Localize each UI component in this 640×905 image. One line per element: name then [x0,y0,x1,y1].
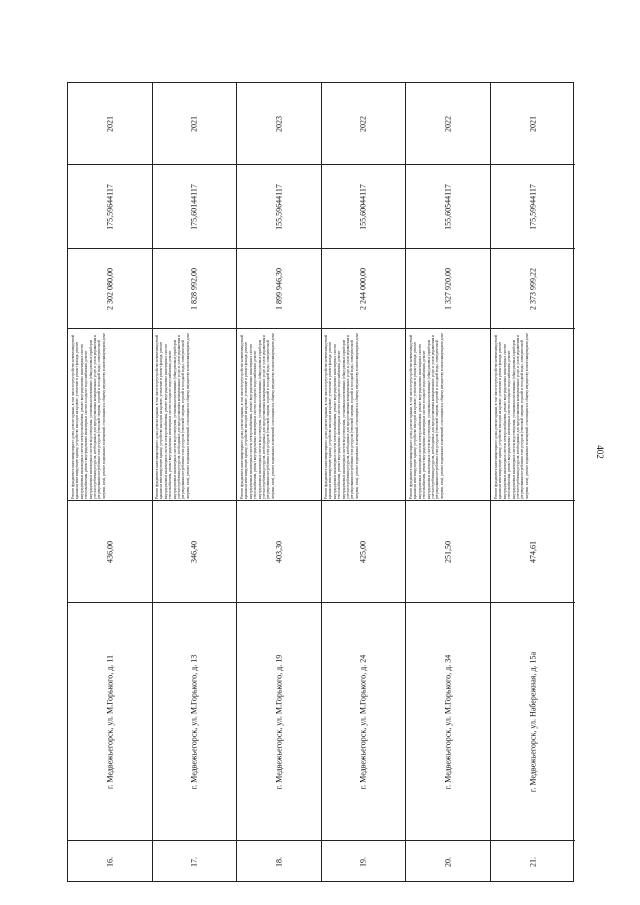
row-number-cell [406,841,490,883]
sum-text: 1 828 992,00 [189,267,199,310]
address-text: г. Медвежьегорск, ул. М.Горького, д. 13 [189,654,199,789]
sum-cell [68,249,152,329]
table-row [406,83,491,881]
row-number-text: 20. [443,857,453,867]
sum-text: 1 327 920,00 [443,267,453,310]
year-cell [153,83,237,165]
sum-cell [322,249,406,329]
table-row [491,83,576,881]
year-cell [322,83,406,165]
year-text: 2021 [105,115,115,132]
area-text: 425,00 [358,540,368,563]
unit-cost-text: 155,59644117 [274,183,284,230]
address-text: г. Медвежьегорск, ул. М.Горького, д. 19 [274,654,284,789]
unit-cost-text: 175,59944117 [528,183,538,230]
sum-cell [491,249,576,329]
area-text: 251,50 [443,540,453,563]
row-number-text: 18. [274,857,284,867]
unit-cost-cell [153,165,237,249]
unit-cost-cell [237,165,321,249]
sum-cell [153,249,237,329]
area-text: 474,61 [528,540,538,563]
sum-text: 2 373 999,22 [528,267,538,310]
year-cell [406,83,490,165]
year-text: 2021 [189,115,199,132]
repair-table [67,82,574,882]
year-text: 2022 [358,115,368,132]
unit-cost-cell [68,165,152,249]
unit-cost-text: 155,60544117 [443,183,453,230]
address-text: г. Медвежьегорск, ул. М.Горького, д. 11 [105,654,115,789]
address-cell [491,603,576,841]
row-number-text: 19. [358,857,368,867]
unit-cost-text: 155,60044117 [358,183,368,230]
year-cell [68,83,152,165]
area-cell [406,501,490,603]
area-cell [491,501,576,603]
row-number-text: 21. [528,857,538,867]
description-text: Ремонт фундамента многоквартирного дома, ремонт крыши, в том числе переустройство невентилируемой крыши на вентилируемую крышу, устройство выходов на кровлю, утепление и ремонт фасада, ремонт внутридомовых инженерных систем электроснабжения, ремонт внутридомовых инженерных систем теплоснабжения, ремонт внутридомовых инженерных систем холодного водоснабжения, ремонт внутридомовых инженерных систем водоотведения, установка коллективных (общедомовых) приборов учета потребления ресурсов, необходимых для предоставления коммунальных услуг, и узлов управления и регулирования потребления этих ресурсов (тепловой энергии, горячей и холодной воды, электрической энергии, газа), ремонт подвальных помещений, относящихся к общему имуществу в многоквартирном доме [155,332,191,499]
area-text: 436,00 [105,540,115,563]
year-cell [491,83,576,165]
description-cell [68,329,152,501]
description-text: Ремонт фундамента многоквартирного дома, ремонт крыши, в том числе переустройство невентилируемой крыши на вентилируемую крышу, устройство выходов на кровлю, утепление и ремонт фасада, ремонт внутридомовых инженерных систем электроснабжения, ремонт внутридомовых инженерных систем теплоснабжения, ремонт внутридомовых инженерных систем холодного водоснабжения, ремонт внутридомовых инженерных систем водоотведения, установка коллективных (общедомовых) приборов учета потребления ресурсов, необходимых для предоставления коммунальных услуг, и узлов управления и регулирования потребления этих ресурсов (тепловой энергии, горячей и холодной воды, электрической энергии, газа), ремонт подвальных помещений, относящихся к общему имуществу в многоквартирном доме [408,332,444,499]
row-number-text: 16. [105,857,115,867]
table-row [322,83,407,881]
unit-cost-cell [322,165,406,249]
address-text: г. Медвежьегорск, ул. Набережная, д. 15а [528,651,538,792]
row-number-cell [322,841,406,883]
row-number-cell [491,841,576,883]
sum-text: 2 302 080,00 [105,267,115,310]
address-cell [237,603,321,841]
year-text: 2021 [528,115,538,132]
unit-cost-cell [406,165,490,249]
sum-cell [237,249,321,329]
year-text: 2023 [274,115,284,132]
address-text: г. Медвежьегорск, ул. М.Горького, д. 24 [358,654,368,789]
page-number: 402 [595,445,605,459]
row-number-cell [68,841,152,883]
description-cell [237,329,321,501]
area-cell [237,501,321,603]
description-cell [153,329,237,501]
unit-cost-cell [491,165,576,249]
description-text: Ремонт фундамента многоквартирного дома, ремонт крыши, в том числе переустройство невентилируемой крыши на вентилируемую крышу, устройство выходов на кровлю, утепление и ремонт фасада, ремонт внутридомовых инженерных систем электроснабжения, ремонт внутридомовых инженерных систем теплоснабжения, ремонт внутридомовых инженерных систем холодного водоснабжения, ремонт внутридомовых инженерных систем водоотведения, установка коллективных (общедомовых) приборов учета потребления ресурсов, необходимых для предоставления коммунальных услуг, и узлов управления и регулирования потребления этих ресурсов (тепловой энергии, горячей и холодной воды, электрической энергии, газа), ремонт подвальных помещений, относящихся к общему имуществу в многоквартирном доме [324,332,360,499]
area-text: 346,40 [189,540,199,563]
address-cell [153,603,237,841]
table-row [237,83,322,881]
sum-text: 1 899 946,30 [274,267,284,310]
address-text: г. Медвежьегорск, ул. М.Горького, д. 34 [443,654,453,789]
row-number-text: 17. [189,857,199,867]
year-text: 2022 [443,115,453,132]
table-row [153,83,238,881]
table-row [68,83,153,881]
row-number-cell [237,841,321,883]
sum-text: 2 244 000,00 [358,267,368,310]
unit-cost-text: 175,60144117 [189,183,199,230]
address-cell [322,603,406,841]
description-text: Ремонт фундамента многоквартирного дома, ремонт крыши, в том числе переустройство невентилируемой крыши на вентилируемую крышу, устройство выходов на кровлю, утепление и ремонт фасада, ремонт внутридомовых инженерных систем электроснабжения, ремонт внутридомовых инженерных систем теплоснабжения, ремонт внутридомовых инженерных систем холодного водоснабжения, ремонт внутридомовых инженерных систем водоотведения, установка коллективных (общедомовых) приборов учета потребления ресурсов, необходимых для предоставления коммунальных услуг, и узлов управления и регулирования потребления этих ресурсов (тепловой энергии, горячей и холодной воды, электрической энергии, газа), ремонт подвальных помещений, относящихся к общему имуществу в многоквартирном доме [239,332,275,499]
year-cell [237,83,321,165]
address-cell [406,603,490,841]
description-text: Ремонт фундамента многоквартирного дома, ремонт крыши, в том числе переустройство невентилируемой крыши на вентилируемую крышу, устройство выходов на кровлю, утепление и ремонт фасада, ремонт внутридомовых инженерных систем электроснабжения, ремонт внутридомовых инженерных систем теплоснабжения, ремонт внутридомовых инженерных систем холодного водоснабжения, ремонт внутридомовых инженерных систем водоотведения, установка коллективных (общедомовых) приборов учета потребления ресурсов, необходимых для предоставления коммунальных услуг, и узлов управления и регулирования потребления этих ресурсов (тепловой энергии, горячей и холодной воды, электрической энергии, газа), ремонт подвальных помещений, относящихся к общему имуществу в многоквартирном доме [70,332,106,499]
address-cell [68,603,152,841]
unit-cost-text: 175,59644117 [105,183,115,230]
row-number-cell [153,841,237,883]
description-text: Ремонт фундамента многоквартирного дома, ремонт крыши, в том числе переустройство невентилируемой крыши на вентилируемую крышу, устройство выходов на кровлю, утепление и ремонт фасада, ремонт внутридомовых инженерных систем электроснабжения, ремонт внутридомовых инженерных систем теплоснабжения, ремонт внутридомовых инженерных систем холодного водоснабжения, ремонт внутридомовых инженерных систем водоотведения, установка коллективных (общедомовых) приборов учета потребления ресурсов, необходимых для предоставления коммунальных услуг, и узлов управления и регулирования потребления этих ресурсов (тепловой энергии, горячей и холодной воды, электрической энергии, газа), ремонт подвальных помещений, относящихся к общему имуществу в многоквартирном доме [493,332,529,499]
sum-cell [406,249,490,329]
area-cell [153,501,237,603]
description-cell [491,329,576,501]
description-cell [322,329,406,501]
area-text: 403,30 [274,540,284,563]
area-cell [68,501,152,603]
area-cell [322,501,406,603]
description-cell [406,329,490,501]
